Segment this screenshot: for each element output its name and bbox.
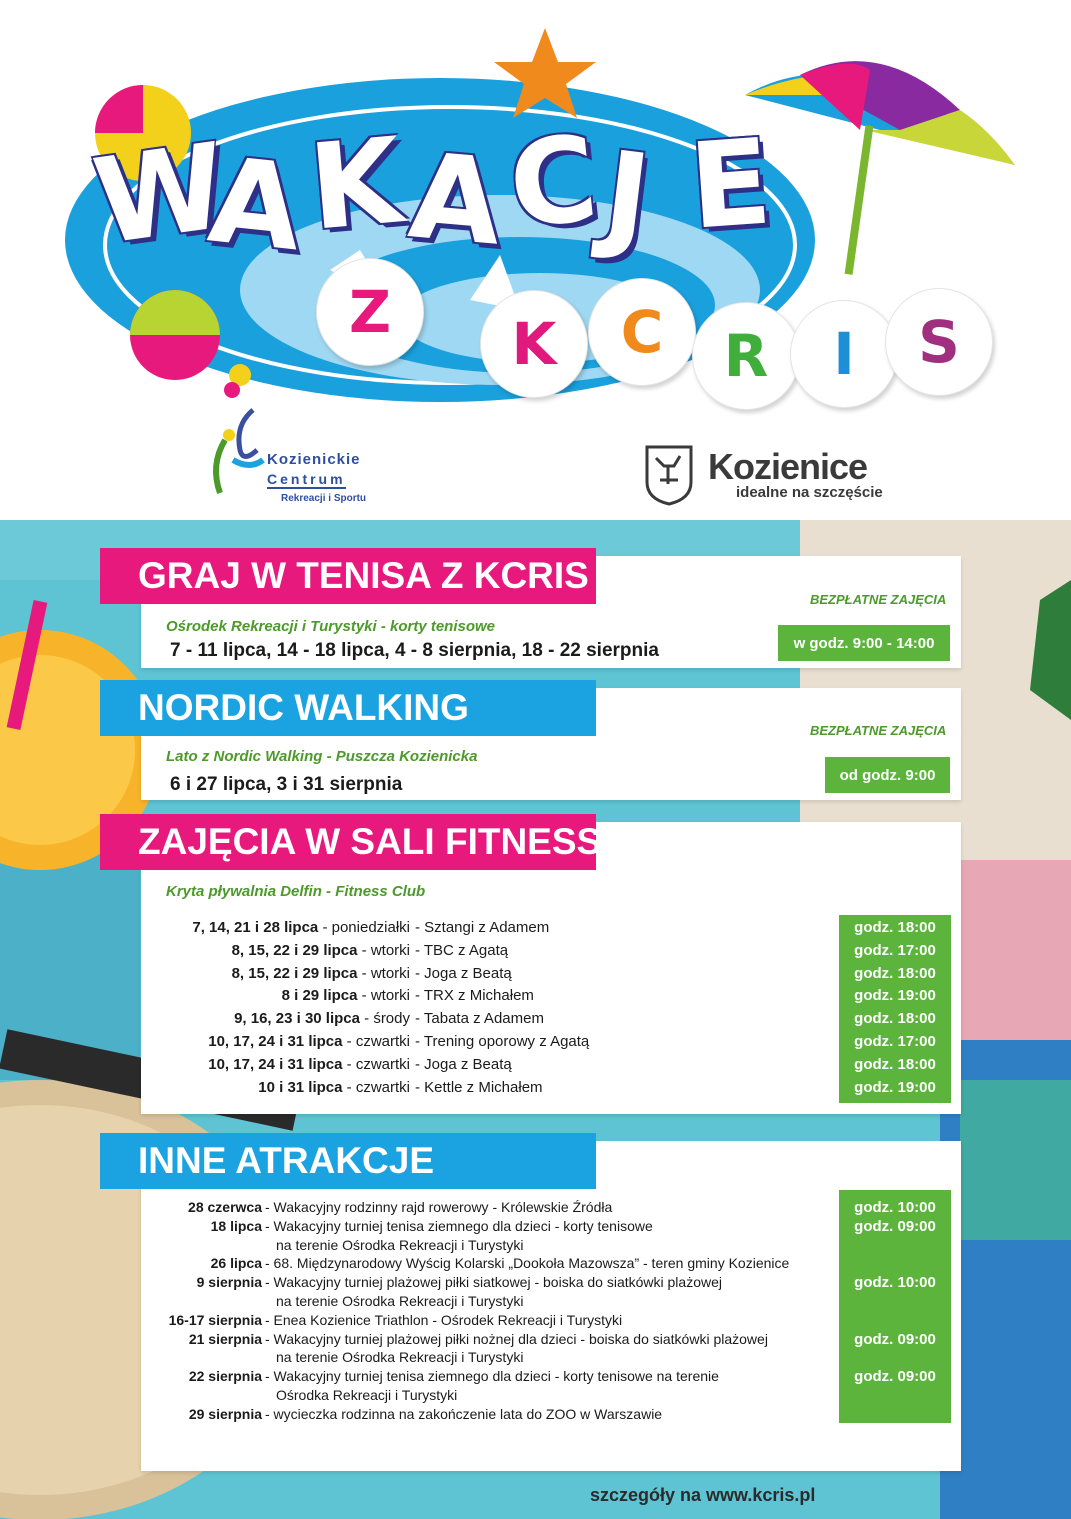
fitness-date: 8, 15, 22 i 29 lipca [231, 964, 358, 982]
letter-c-circle: C [588, 278, 696, 386]
fitness-hour: godz. 19:00 [854, 1078, 936, 1096]
fitness-hour: godz. 18:00 [854, 919, 936, 936]
other-title: INNE ATRAKCJE [100, 1133, 596, 1189]
fitness-row-date [258, 1079, 410, 1096]
other-description: - Wakacyjny turniej tenisa ziemnego dla dzieci - korty tenisowe [265, 1217, 653, 1234]
fitness-location: Kryta pływalnia Delfin - Fitness Club [166, 883, 426, 900]
other-description-cont: na terenie Ośrodka Rekreacji i Turystyki [276, 1236, 524, 1253]
fitness-day: - środy [359, 1010, 410, 1028]
title-letter: W [86, 116, 235, 272]
nordic-free-label: BEZPŁATNE ZAJĘCIA [810, 723, 947, 738]
other-hour: godz. 09:00 [854, 1368, 936, 1386]
fitness-row-date [232, 942, 410, 959]
other-date: 21 sierpnia [188, 1330, 262, 1347]
other-hour: godz. 09:00 [854, 1217, 936, 1235]
other-hour: godz. 10:00 [854, 1274, 936, 1292]
fitness-date: 7, 14, 21 i 28 lipca [192, 919, 319, 936]
other-description-cont: na terenie Ośrodka Rekreacji i Turystyki [276, 1293, 524, 1309]
fitness-date: 9, 16, 23 i 30 lipca [234, 1010, 360, 1028]
fitness-activity: - Sztangi z Adamem [415, 919, 550, 936]
fitness-row-date [208, 1056, 410, 1073]
other-description: - Enea Kozienice Triathlon - Ośrodek Rekreacji i Turystyki [265, 1311, 623, 1328]
nordic-hours-badge: od godz. 9:00 [825, 757, 950, 793]
fitness-date: 8, 15, 22 i 29 lipca [231, 941, 358, 959]
fitness-activity: - Trening oporowy z Agatą [415, 1033, 590, 1050]
title-letter: E [685, 112, 776, 256]
fitness-hour: godz. 17:00 [854, 1033, 936, 1050]
other-date: 28 czerwca [188, 1199, 262, 1215]
other-date: 26 lipca [210, 1255, 262, 1272]
kozienice-crest-icon [644, 444, 694, 506]
fitness-row-date [192, 919, 410, 936]
fitness-hour: godz. 17:00 [854, 941, 936, 959]
other-date: 29 sierpnia [188, 1405, 262, 1422]
fitness-activity: - TBC z Agatą [415, 941, 509, 959]
fitness-date: 10, 17, 24 i 31 lipca [208, 1055, 343, 1073]
letter-k-circle: K [480, 290, 588, 398]
fitness-day: - czwartki [342, 1033, 410, 1050]
title-wakacje [86, 105, 795, 305]
other-description: - Wakacyjny turniej tenisa ziemnego dla dzieci - korty tenisowe na terenie [265, 1368, 719, 1385]
other-hour: godz. 09:00 [854, 1330, 936, 1348]
other-description-cont: na terenie Ośrodka Rekreacji i Turystyki [276, 1349, 524, 1366]
kozienice-logo [640, 440, 910, 510]
letter-z-circle: Z [316, 258, 424, 366]
fitness-row-date [282, 987, 410, 1004]
fitness-day: - czwartki [342, 1055, 410, 1073]
title-letter: J [596, 124, 658, 268]
other-date: 9 sierpnia [196, 1274, 262, 1291]
kcris-logo [205, 405, 405, 515]
tennis-dates: 7 - 11 lipca, 14 - 18 lipca, 4 - 8 sierpnia, 18 - 22 sierpnia [170, 640, 659, 661]
fitness-day: - wtorki [357, 987, 410, 1005]
kcris-logo-icon [205, 405, 265, 505]
poster-header [0, 0, 1071, 520]
letter-i-circle: I [790, 300, 898, 408]
other-date: 18 lipca [210, 1217, 262, 1234]
other-date: 16-17 sierpnia [168, 1311, 262, 1328]
fitness-hour: godz. 18:00 [854, 964, 936, 982]
tennis-hours-badge: w godz. 9:00 - 14:00 [778, 625, 950, 661]
fitness-date: 8 i 29 lipca [281, 987, 358, 1005]
letter-r-circle: R [692, 302, 800, 410]
other-description: - Wakacyjny rodzinny rajd rowerowy - Królewskie Źródła [265, 1199, 613, 1215]
kcris-logo-line2: Centrum [267, 471, 346, 487]
fitness-day: - czwartki [342, 1078, 410, 1096]
title-letter: C [503, 108, 604, 256]
nordic-dates: 6 i 27 lipca, 3 i 31 sierpnia [170, 774, 403, 795]
tennis-title: GRAJ W TENISA Z KCRIS [100, 548, 596, 604]
fitness-row-date [234, 1010, 410, 1027]
other-date: 22 sierpnia [188, 1368, 262, 1385]
letter-s-circle: S [885, 288, 993, 396]
kcris-logo-line3: Rekreacji i Sportu [281, 493, 367, 504]
fitness-row-date [232, 965, 410, 982]
other-description: - 68. Międzynarodowy Wyścig Kolarski „Dookoła Mazowsza” - teren gminy Kozienice [265, 1255, 790, 1272]
other-description-cont: Ośrodka Rekreacji i Turystyki [276, 1387, 458, 1403]
kozienice-tagline: idealne na szczęście [736, 484, 883, 501]
fitness-hour: godz. 19:00 [854, 987, 936, 1005]
fitness-day: - wtorki [357, 964, 410, 982]
fitness-day: - wtorki [357, 941, 410, 959]
other-description: - Wakacyjny turniej plażowej piłki nożnej dla dzieci - boiska do siatkówki plażowej [265, 1330, 768, 1347]
kozienice-name: Kozienice [708, 446, 868, 487]
title-letter: K [304, 111, 408, 257]
fitness-activity: - Tabata z Adamem [415, 1010, 544, 1028]
other-hour: godz. 10:00 [854, 1199, 936, 1216]
tennis-location: Ośrodek Rekreacji i Turystyki - korty tenisowe [166, 618, 496, 635]
fitness-hour: godz. 18:00 [854, 1010, 936, 1028]
other-description: - wycieczka rodzinna na zakończenie lata do ZOO w Warszawie [265, 1405, 663, 1422]
fitness-title: ZAJĘCIA W SALI FITNESS [100, 814, 596, 870]
fitness-activity: - Kettle z Michałem [415, 1078, 543, 1096]
fitness-activity: - Joga z Beatą [415, 1055, 512, 1073]
fitness-activity: - Joga z Beatą [415, 964, 512, 982]
fitness-day: - poniedziałki [318, 919, 410, 936]
kcris-logo-line1: Kozienickie [267, 451, 361, 468]
tennis-free-label: BEZPŁATNE ZAJĘCIA [810, 592, 947, 607]
fitness-date: 10, 17, 24 i 31 lipca [208, 1033, 343, 1050]
fitness-hour: godz. 18:00 [854, 1055, 936, 1073]
footer-website: szczegóły na www.kcris.pl [590, 1485, 816, 1505]
nordic-title: NORDIC WALKING [100, 680, 596, 736]
title-letter: A [404, 126, 508, 272]
other-description: - Wakacyjny turniej plażowej piłki siatkowej - boiska do siatkówki plażowej [265, 1274, 722, 1291]
fitness-row-date [208, 1033, 410, 1050]
fitness-activity: - TRX z Michałem [415, 987, 534, 1005]
fitness-date: 10 i 31 lipca [258, 1078, 343, 1096]
title-letter: A [203, 130, 309, 278]
nordic-location: Lato z Nordic Walking - Puszcza Kozienicka [166, 748, 478, 765]
